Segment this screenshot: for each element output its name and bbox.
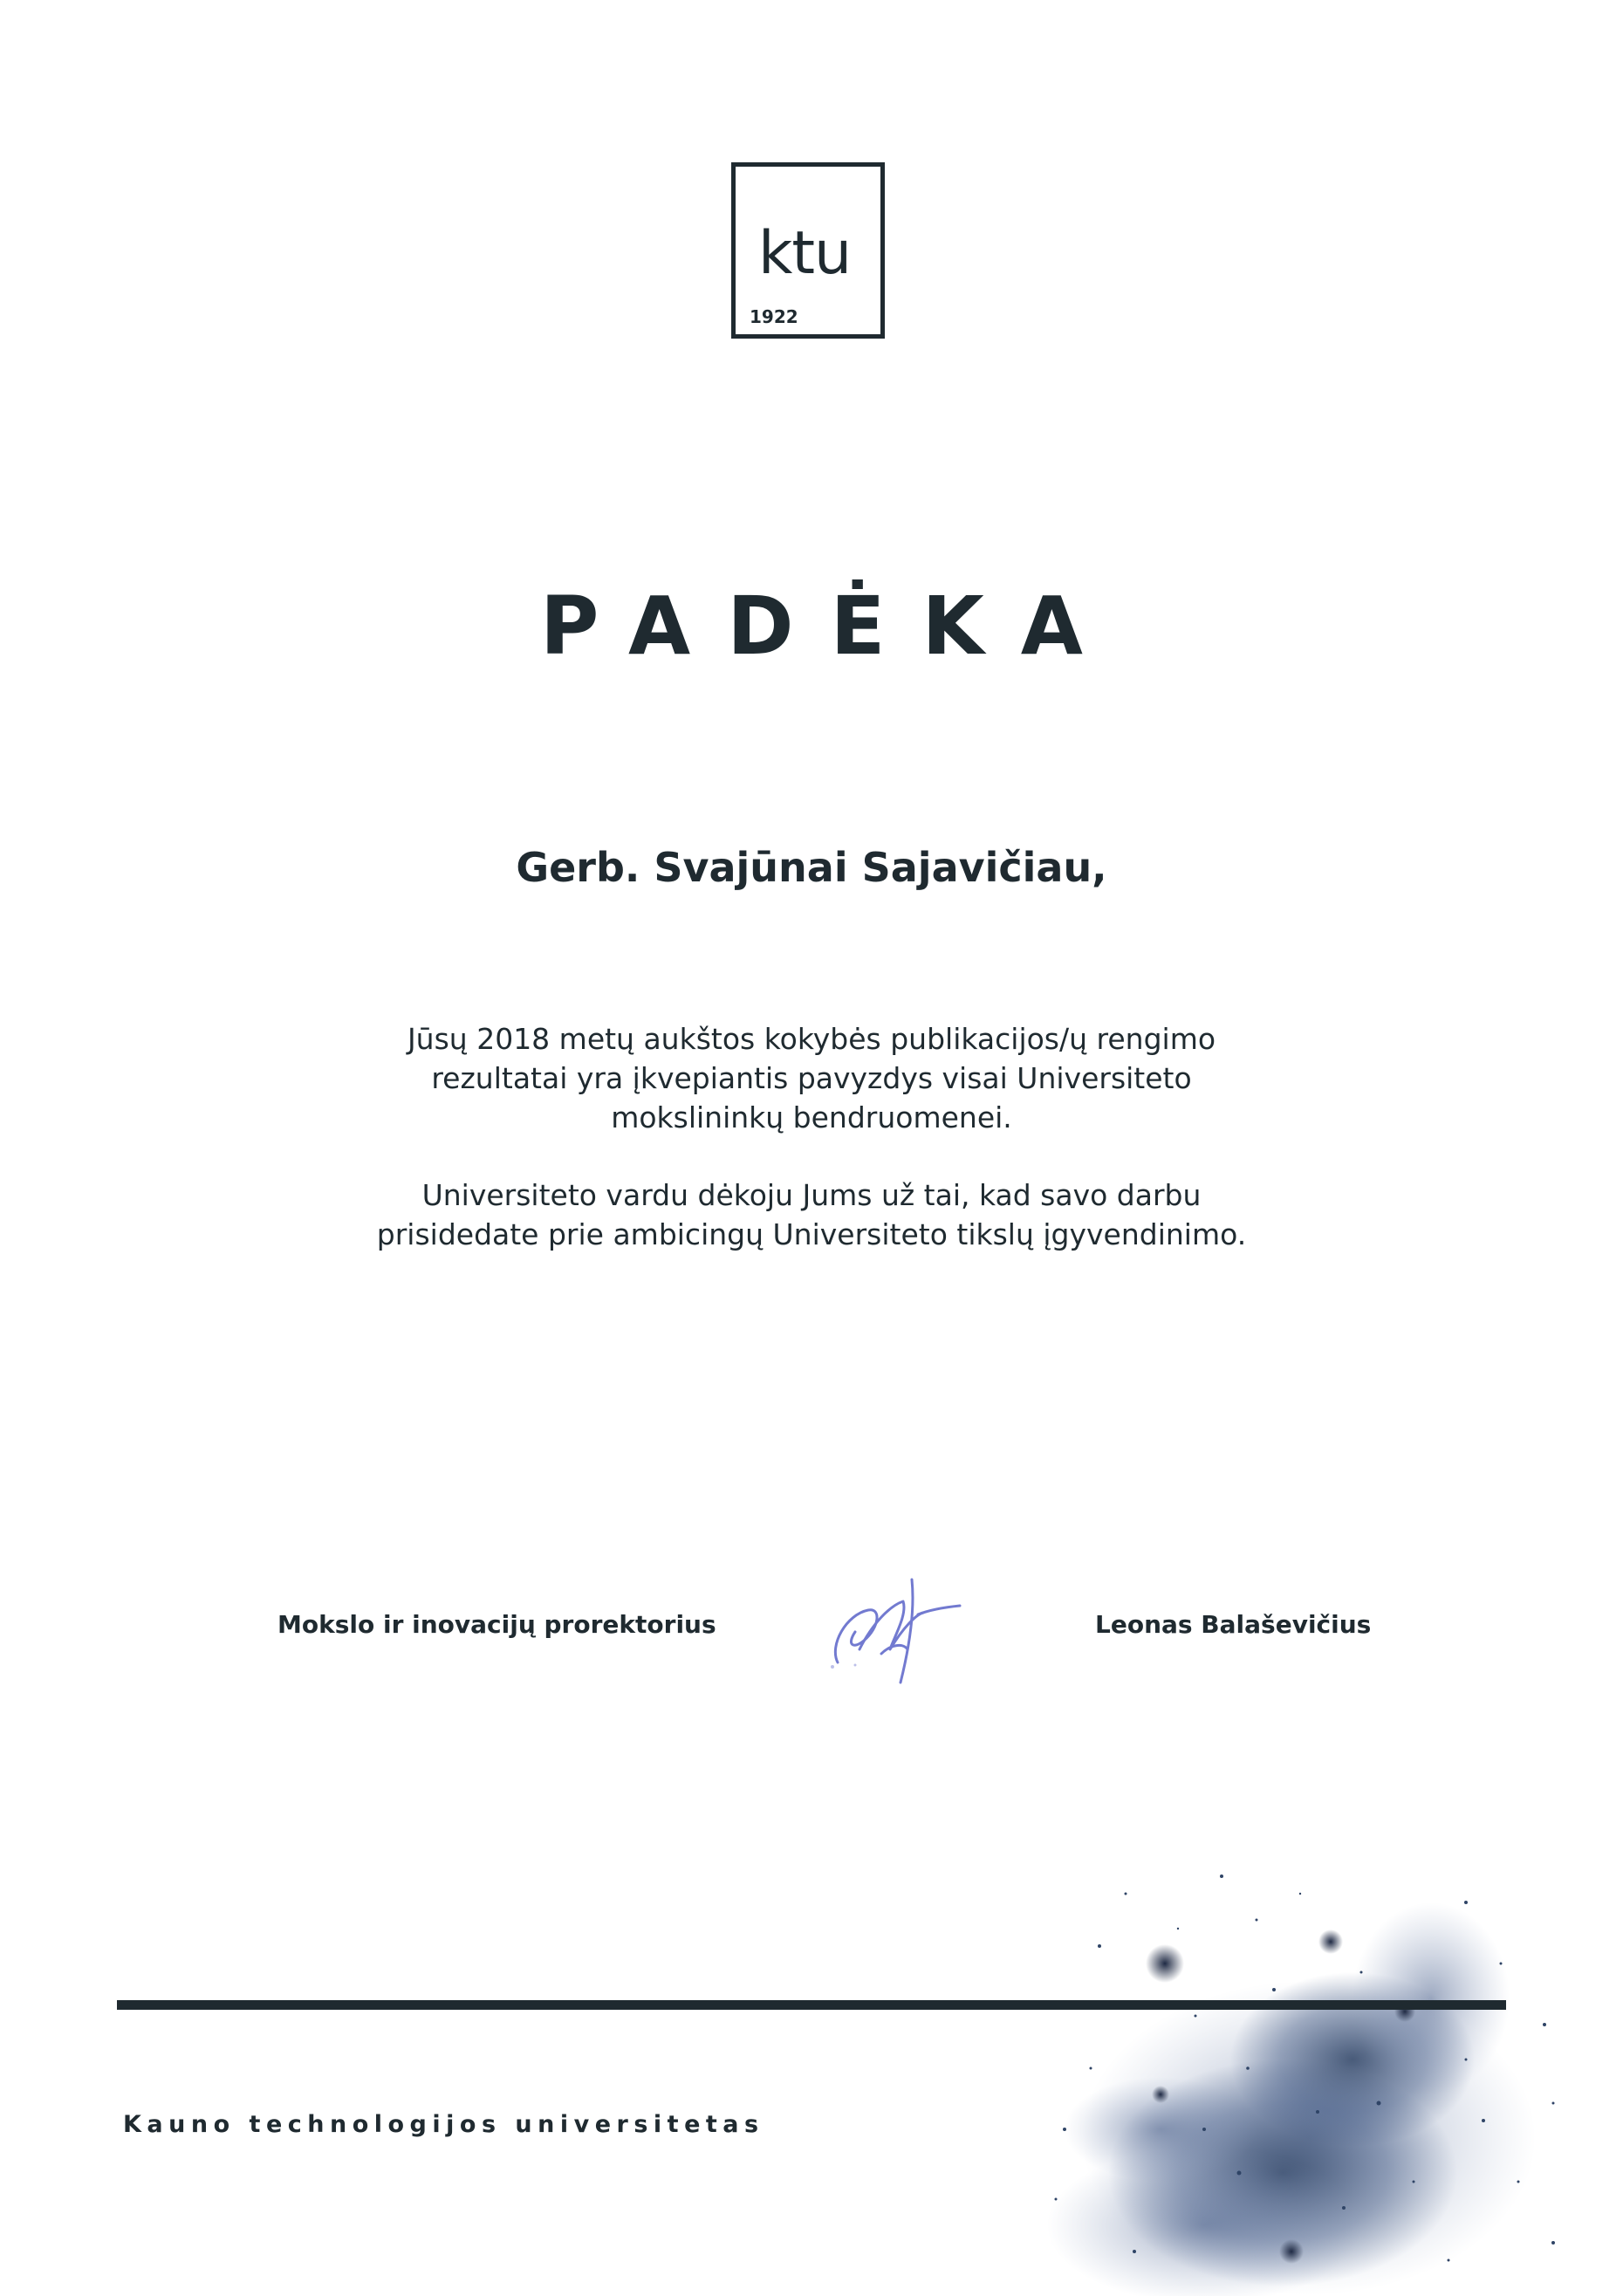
galaxy-decoration-icon [942,1841,1606,2296]
paragraph-line: Jūsų 2018 metų aukštos kokybės publikacijos/ų rengimo [407,1022,1216,1056]
signatory-role: Mokslo ir inovacijų prorektorius [277,1610,716,1639]
logo-name: ktu [758,219,852,288]
signature-icon [820,1562,977,1684]
logo-year: 1922 [750,306,798,327]
paragraph-line: Universiteto vardu dėkoju Jums už tai, kad savo darbu [421,1178,1202,1212]
certificate-title: PADĖKA [540,579,1120,673]
signatory-name: Leonas Balaševičius [1095,1610,1372,1639]
paragraph-line: mokslininkų bendruomenei. [611,1100,1012,1134]
paragraph-line: rezultatai yra įkvepiantis pavyzdys visai Universiteto [431,1061,1192,1095]
body-paragraph-2 [288,1175,1335,1254]
footer-divider [117,2000,1506,2010]
salutation: Gerb. Svajūnai Sajavičiau, [516,844,1107,891]
ktu-logo [731,162,885,339]
body-paragraph-1 [288,1019,1335,1137]
footer-institution: Kauno technologijos universitetas [123,2111,764,2138]
paragraph-line: prisidedate prie ambicingų Universiteto tikslų įgyvendinimo. [376,1217,1247,1251]
